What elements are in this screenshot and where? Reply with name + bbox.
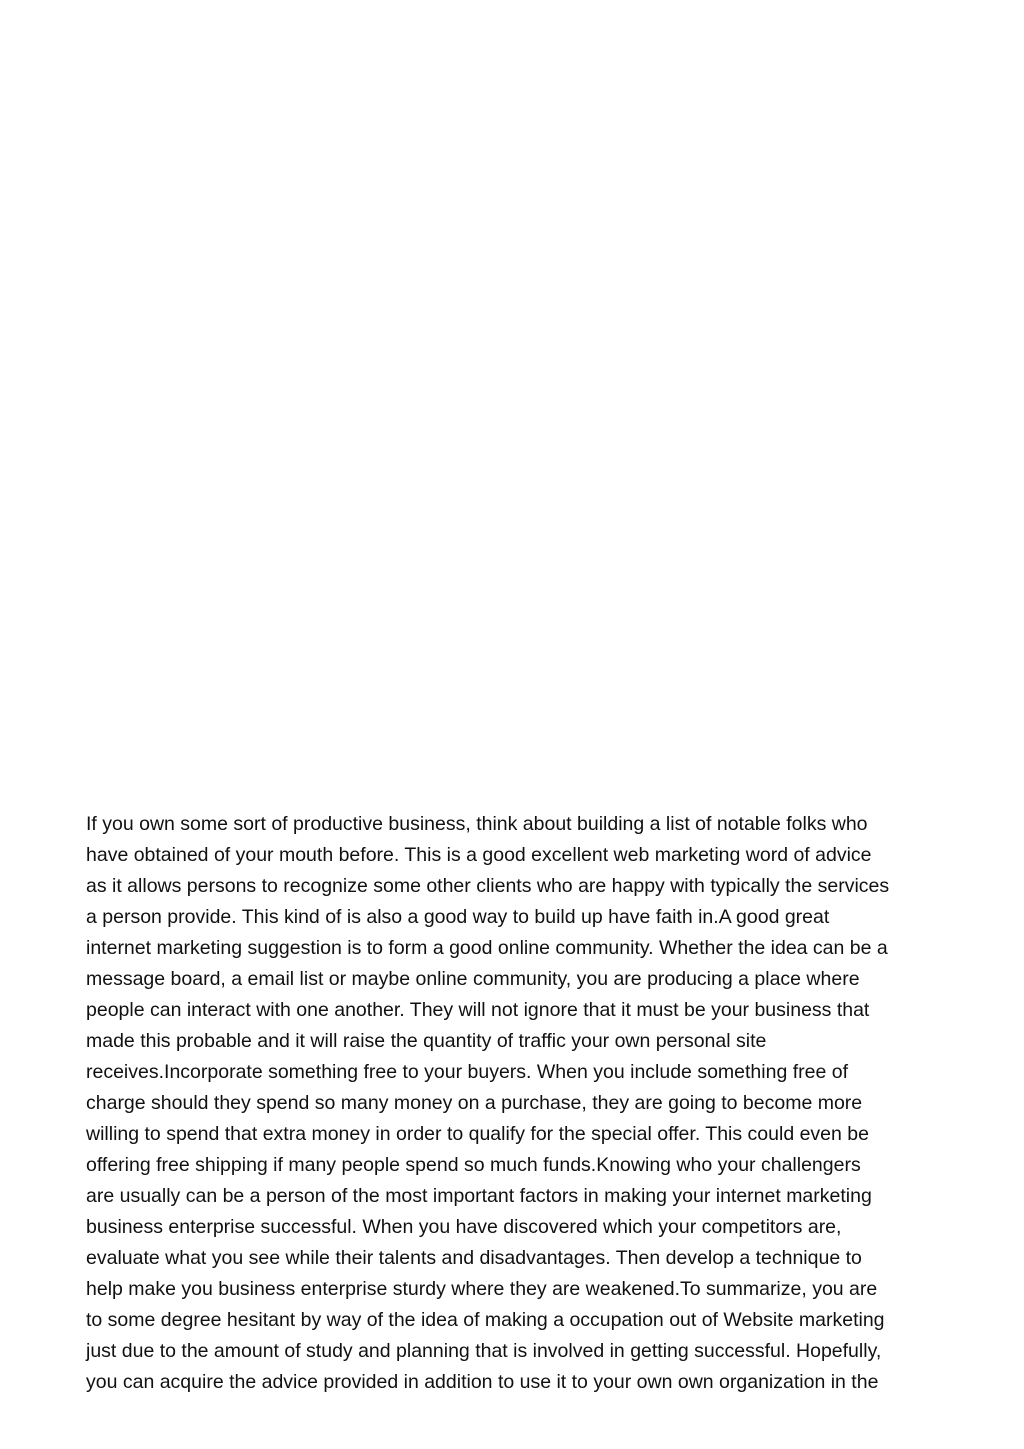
text-line: a person provide. This kind of is also a good way to build up have faith in.A good great xyxy=(86,906,830,928)
text-line: offering free shipping if many people spend so much funds.Knowing who your challengers xyxy=(86,1154,861,1176)
text-line: business enterprise successful. When you have discovered which your competitors are, xyxy=(86,1216,842,1238)
text-line: internet marketing suggestion is to form a good online community. Whether the idea can be a xyxy=(86,937,888,959)
text-line: receives.Incorporate something free to your buyers. When you include something free of xyxy=(86,1061,848,1083)
body-paragraph xyxy=(86,809,956,1398)
text-line: are usually can be a person of the most important factors in making your internet marketing xyxy=(86,1185,872,1207)
text-line: willing to spend that extra money in order to qualify for the special offer. This could even be xyxy=(86,1123,869,1145)
text-line: message board, a email list or maybe online community, you are producing a place where xyxy=(86,968,860,990)
text-line: help make you business enterprise sturdy where they are weakened.To summarize, you are xyxy=(86,1278,878,1300)
text-line: you can acquire the advice provided in addition to use it to your own own organization in the xyxy=(86,1371,879,1393)
text-line: made this probable and it will raise the quantity of traffic your own personal site xyxy=(86,1030,767,1052)
text-line: have obtained of your mouth before. This is a good excellent web marketing word of advice xyxy=(86,844,872,866)
text-line: just due to the amount of study and planning that is involved in getting successful. Hopefully, xyxy=(86,1340,882,1362)
text-line: evaluate what you see while their talents and disadvantages. Then develop a technique to xyxy=(86,1247,862,1269)
text-line: to some degree hesitant by way of the idea of making a occupation out of Website marketing xyxy=(86,1309,885,1331)
text-line: as it allows persons to recognize some other clients who are happy with typically the services xyxy=(86,875,890,897)
text-line: If you own some sort of productive business, think about building a list of notable folks who xyxy=(86,813,868,835)
text-line: people can interact with one another. They will not ignore that it must be your business that xyxy=(86,999,870,1021)
text-line: charge should they spend so many money on a purchase, they are going to become more xyxy=(86,1092,863,1114)
